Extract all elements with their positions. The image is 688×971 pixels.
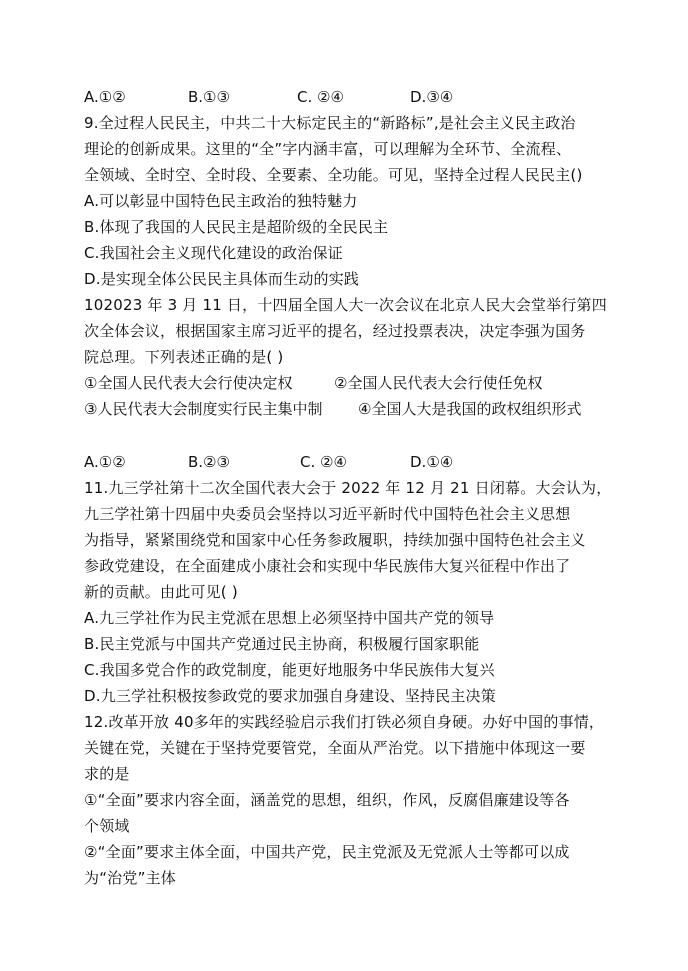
q12-statement-2-line-2: 为“治党”主体 [84, 869, 176, 887]
q9-choice-c: C.我国社会主义现代化建设的政治保证 [84, 244, 343, 262]
q10-options [84, 451, 644, 473]
q11-choice-c: C.我国多党合作的政党制度，能更好地服务中华民族伟大复兴 [84, 661, 495, 679]
q9-choice-b: B.体现了我国的人民民主是超阶级的全民民主 [84, 218, 389, 236]
q11-choice-a: A.九三学社作为民主党派在思想上必须坚持中国共产党的领导 [84, 609, 495, 627]
q11-stem-line-3: 为指导，紧紧围绕党和国家中心任务参政履职，持续加强中国特色社会主义 [84, 531, 586, 549]
q11-choice-d: D.九三学社积极按参政党的要求加强自身建设、坚持民主决策 [84, 687, 496, 705]
q10-statements-row-1 [84, 372, 644, 394]
q11-stem-line-2: 九三学社第十四届中央委员会坚持以习近平新时代中国特色社会主义思想 [84, 505, 571, 523]
q8-option-a: A.①② [84, 88, 126, 106]
q8-option-c: C. ②④ [297, 88, 344, 106]
q12-stem-line-1: 12.改革开放 40多年的实践经验启示我们打铁必须自身硬。办好中国的事情， [84, 713, 605, 731]
q10-stem-line-1: 102023 年 3 月 11 日，十四届全国人大一次会议在北京人民大会堂举行第四 [84, 296, 607, 314]
q9-stem-line-2: 理论的创新成果。这里的“全”字内涵丰富，可以理解为全环节、全流程、 [84, 140, 572, 158]
q10-statement-1: ①全国人民代表大会行使决定权 [84, 374, 293, 392]
q12-statement-2-line-1: ②“全面”要求主体全面，中国共产党，民主党派及无党派人士等都可以成 [84, 843, 570, 861]
q10-statement-3: ③人民代表大会制度实行民主集中制 [84, 400, 323, 418]
q9-choice-a: A.可以彰显中国特色民主政治的独特魅力 [84, 192, 358, 210]
q8-options [84, 86, 644, 108]
q10-statements-row-2 [84, 398, 644, 420]
q10-option-c: C. ②④ [300, 453, 347, 471]
q10-statement-2: ②全国人民代表大会行使任免权 [334, 374, 543, 392]
q12-stem-line-2: 关键在党，关键在于坚持党要管党，全面从严治党。以下措施中体现这一要 [84, 739, 586, 757]
q12-statement-1-line-1: ①“全面”要求内容全面，涵盖党的思想，组织，作风，反腐倡廉建设等各 [84, 791, 570, 809]
q9-choice-d: D.是实现全体公民民主具体而生动的实践 [84, 270, 360, 288]
q9-stem-line-1: 9.全过程人民民主，中共二十大标定民主的“新路标”,是社会主义民主政治 [84, 114, 576, 132]
q11-choice-b: B.民主党派与中国共产党通过民主协商，积极履行国家职能 [84, 635, 480, 653]
q11-stem-line-4: 参政党建设，在全面建成小康社会和实现中华民族伟大复兴征程中作出了 [84, 557, 571, 575]
q10-option-b: B.②③ [188, 453, 230, 471]
q10-option-d: D.①④ [410, 453, 454, 471]
q10-option-a: A.①② [84, 453, 126, 471]
q8-option-b: B.①③ [188, 88, 230, 106]
q11-stem-line-5: 新的贡献。由此可见( ) [84, 583, 238, 601]
q10-stem-line-2: 次全体会议，根据国家主席习近平的提名，经过投票表决，决定李强为国务 [84, 322, 586, 340]
q10-statement-4: ④全国人大是我国的政权组织形式 [358, 400, 582, 418]
q9-stem-line-3: 全领域、全时空、全时段、全要素、全功能。可见，坚持全过程人民民主() [84, 166, 583, 184]
q11-stem-line-1: 11.九三学社第十二次全国代表大会于 2022 年 12 月 21 日闭幕。大会认为， [84, 479, 612, 497]
q12-statement-1-line-2: 个领域 [84, 817, 130, 835]
q10-stem-line-3: 院总理。下列表述正确的是( ) [84, 348, 284, 366]
q8-option-d: D.③④ [410, 88, 454, 106]
q12-stem-line-3: 求的是 [84, 765, 130, 783]
